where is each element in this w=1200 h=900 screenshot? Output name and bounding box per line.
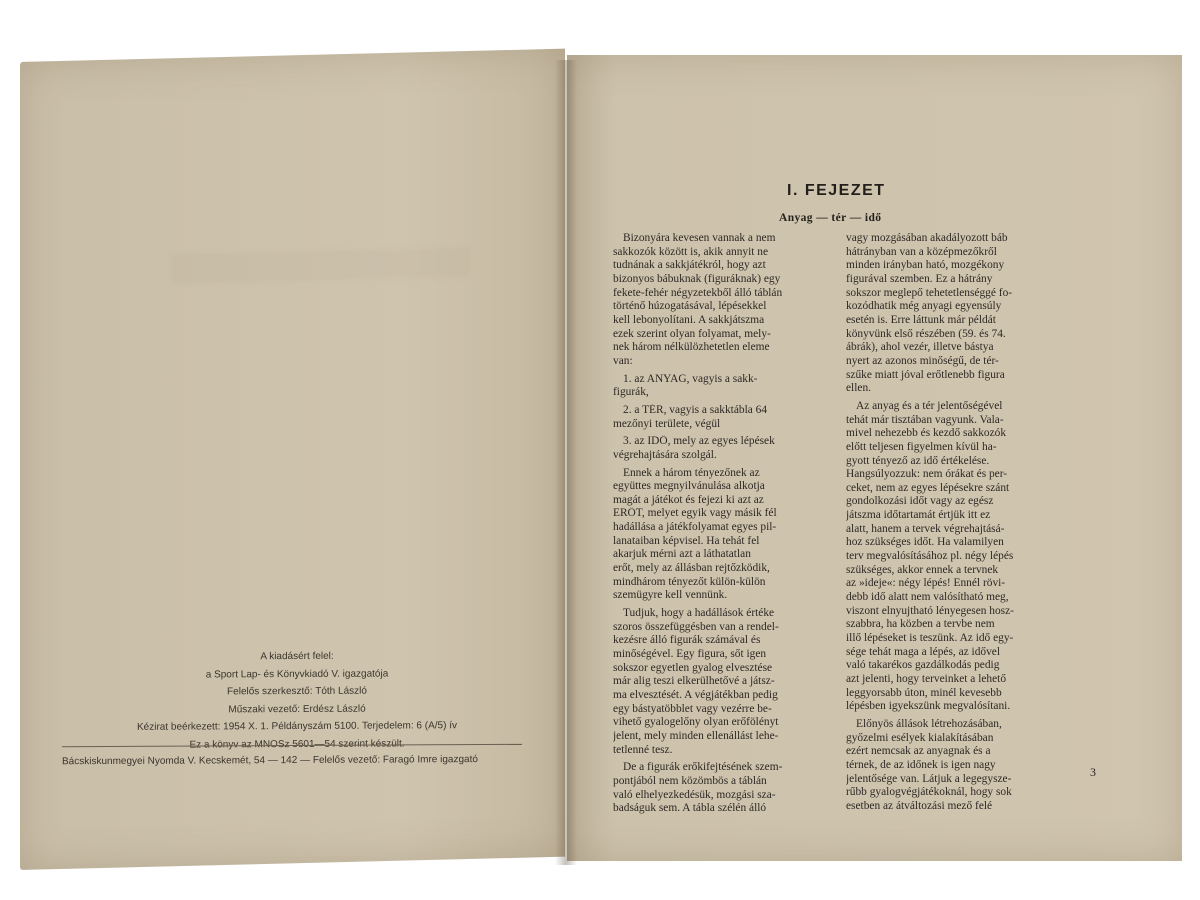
text-line: Az anyag és a tér jelentőségével [856,399,1003,412]
text-line: jelentősége van. Látjuk a legegysze- [846,772,1012,785]
text-line: győzelmi esélyek kialakításában [846,731,994,744]
text-line: szoros összefüggésben van a rendel- [613,620,779,633]
text-line: az »ideje«: négy lépés! Ennél rövi- [846,577,1006,590]
text-line: vihető gyalogelőny olyan erőfölényt [613,716,779,729]
text-line: ma elvesztését. A végjátékban pedig [613,689,778,701]
text-line: mindhárom tényezőt külön-külön [613,575,766,588]
text-line: ERŐT, melyet egyik vagy másik fél [613,507,777,520]
text-line: sakkozók között is, akik annyit ne [613,245,769,258]
text-line: való elhelyezkedésük, mozgási sza- [613,788,776,801]
text-line: ellen. [846,382,871,395]
text-line: hátrányban van a középmezőkről [846,245,997,258]
imprint-block [62,647,532,768]
book-spine [555,60,577,865]
text-line: terv megvalósításához pl. négy lépés [846,550,1014,563]
text-line: badságuk sem. A tábla szélén álló [613,802,767,815]
text-line: Bizonyára kevesen vannak a nem [623,232,776,244]
text-line: végrehajtására szolgál. [613,448,717,461]
text-line: együttes megnyilvánulása alkotja [613,480,765,493]
text-line: esetén is. Erre láttunk már példát [846,313,996,326]
text-line: Tudjuk, hogy a hadállások értéke [623,607,775,620]
text-line: magát a játékot és fejezi ki azt az [613,493,764,506]
text-line: kozódhatik még anyagi egyensúly [846,300,1002,313]
text-line: szűke miatt jóval erőtlenebb figura [846,368,1005,381]
text-line: Hangsúlyozzuk: nem órákat és per- [846,468,1008,481]
text-line: minden irányban ható, mozgékony [846,259,1005,272]
imprint-line: Kézirat beérkezett: 1954 X. 1. Példányszám 5100. Terjedelem: 6 (A/5) ív [137,720,457,733]
text-line: viszont elnyujtható lényegesen hosz- [846,604,1014,617]
imprint-line: a Sport Lap- és Könyvkiadó V. igazgatója [205,668,389,680]
text-line: kezésre álló figurák számával és [613,634,761,647]
text-line: minőségével. Egy figura, sőt igen [613,648,767,661]
text-line: tehát már tisztában vagyunk. Vala- [846,413,1004,426]
text-line: térnek, de az időnek is igen nagy [846,758,996,771]
text-line: debb idő alatt nem valósítható meg, [846,591,1009,604]
text-line: gyott tényező az idő értékelése. [846,454,990,467]
text-line: erőt, mely az állásban rejtőzködik, [613,562,770,575]
text-line: 3. az IDŐ, mely az egyes lépések [623,435,775,448]
text-line: leggyorsabb úton, minél kevesebb [846,686,1002,699]
text-line: szabbra, ha közben a tervbe nem [846,618,995,631]
text-column-right [846,232,1098,814]
text-line: alatt, hanem a tervek végrehajtásá- [846,522,1005,535]
text-line: egy bástyatöbblet vagy vezérre be- [613,702,772,715]
text-line: gondolkozási időt vagy az egész [846,495,994,508]
text-line: sokszor meglepő tehetetlenséggé fo- [846,286,1013,299]
text-column-left [613,232,839,816]
text-line: már alig teszi elkerülhetővé a játsz- [613,675,775,688]
text-line: Ennek a három tényezőnek az [623,466,760,479]
text-line: lépésben igyekszünk megvalósítani. [846,700,1011,713]
text-line: vagy mozgásában akadályozott báb [846,232,1008,244]
text-line: nyert az azonos minőségű, de tér- [846,354,999,367]
text-line: mivel nehezebb és kezdő sakkozók [846,427,1007,440]
text-line: történő húzogatásával, lépésekkel [613,300,767,313]
text-line: szükséges, akkor ennek a tervnek [846,563,999,576]
text-line: pontjából nem közömbös a táblán [613,774,767,787]
text-line: 2. a TÉR, vagyis a sakktábla 64 [623,403,768,416]
text-line: van: [613,354,633,367]
text-line: ezért nemcsak az anyagnak és a [846,745,991,758]
text-line: esetben az átváltozási mező felé [846,799,993,812]
text-line: előtt teljesen figyelmen kívül ha- [846,440,997,453]
text-line: szemügyre kell vennünk. [613,589,728,602]
text-line: könyvünk első részében (59. és 74. [846,327,1006,340]
text-line: 1. az ANYAG, vagyis a sakk- [623,372,758,385]
text-line: játszma időtartamát értjük itt ez [846,509,991,522]
text-line: akarjuk mérni azt a láthatatlan [613,548,751,561]
imprint-line: A kiadásért felel: [260,650,334,663]
text-line: sokszor egyetlen gyalog elvesztése [613,661,773,674]
text-line: sége tehát maga a lépés, az idővel [846,645,1001,658]
text-line: tetlenné tesz. [613,743,673,756]
chapter-title: I. FEJEZET [787,182,886,199]
imprint-line: Felelős szerkesztő: Tóth László [227,685,367,698]
text-line: Előnyös állások létrehozásában, [856,717,1002,730]
imprint-line: Műszaki vezető: Erdész László [228,703,366,715]
text-line: mezőnyi területe, végül [613,417,721,430]
text-line: tudnának a sakkjátékról, hogy azt [613,259,766,272]
text-line: való takarékos gazdálkodás pedig [846,659,1000,672]
text-line: kell lebonyolítani. A sakkjátszma [613,313,765,326]
text-line: hadállása a játékfolyamat egyes pil- [613,521,777,534]
text-line: nek három nélkülözhetetlen eleme [613,341,770,354]
text-line: figurák, [613,386,649,399]
imprint-line: Ez a könyv az MNOSz 5601—54 szerint készült. [189,737,405,751]
text-line: De a figurák erőkifejtésének szem- [623,761,783,774]
chapter-subtitle: Anyag — tér — idő [779,212,882,224]
text-line: lanataiban képvisel. Ha tehát fel [613,534,760,547]
text-line: fekete-fehér négyzetekből álló táblán [613,286,783,299]
page-number: 3 [1090,765,1096,779]
text-line: figurával szemben. Ez a hátrány [846,272,993,285]
text-line: rűbb gyalogvégjátékoknál, hogy sok [846,786,1012,799]
text-line: ceket, nem az egyes lépésekre szánt [846,481,1010,494]
text-line: ezek szerint olyan folyamat, mely- [613,327,771,340]
text-line: ábrák), ahol vezér, illetve bástya [846,341,994,354]
printer-line: Bácskiskunmegyei Nyomda V. Kecskemét, 54 — 142 — Felelős vezető: Faragó Imre igazgató [62,754,478,768]
text-line: bizonyos bábuknak (figuráknak) egy [613,272,781,285]
bleed-through-shadow [170,247,470,284]
text-line: jelent, mely minden ellenállást lehe- [613,729,779,742]
text-line: azt jelenti, hogy terveinket a lehető [846,673,1007,685]
text-line: hoz szükséges időt. Ha valamilyen [846,536,1004,549]
text-line: illő lépéseket is teszünk. Az idő egy- [846,632,1014,645]
